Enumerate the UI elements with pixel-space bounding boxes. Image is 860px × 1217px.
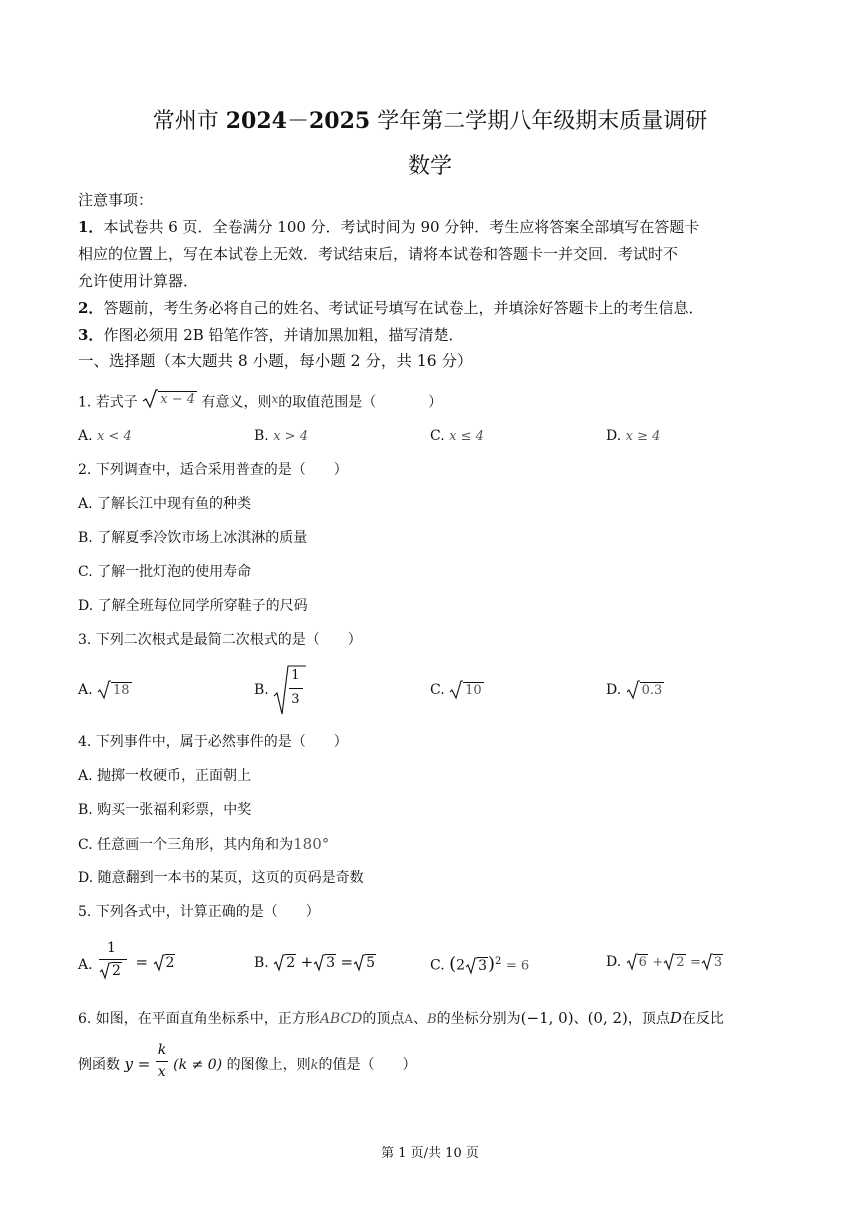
option-label: D. [606,428,622,444]
q3-option-a-radicand: 18 [113,683,130,698]
q6-text: 的图像上，则 [226,1057,311,1073]
section-1-heading: 一、选择题（本大题共 8 小题，每小题 2 分，共 16 分） [78,352,473,370]
radical-sign-icon [626,953,638,971]
q1-radicand: x − 4 [160,392,196,407]
note-1-line-3: 允许使用计算器． [78,272,199,290]
q2-option-c: C. 了解一批灯泡的使用寿命 [78,564,252,580]
radical-sign-icon [273,954,285,972]
question-6-line-2 [78,1042,416,1086]
note-1-line-2: 相应的位置上，写在本试卷上无效．考试结束后，请将本试卷和答题卡一并交回．考试时不 [78,245,679,263]
q5-option-c: C. (2 3)$^2$ = 6 [430,953,530,975]
q5-option-d-term-1: 6 [638,955,647,970]
q5-option-b-rhs: 5 [366,955,376,971]
option-label: B. [254,955,269,971]
page-footer: 第 1 页/共 10 页 [381,1146,479,1161]
note-1-line-1 [78,217,699,237]
note-2-number: 2． [78,299,104,317]
q5-option-c-exponent: 2 [495,956,502,967]
q1-radical [142,389,197,410]
title-year-start: 2024 [225,108,287,134]
option-label: C. [430,682,445,698]
q5-option-b: B. 2 + 3 = 5 [254,953,376,971]
q1-text-b: 有意义，则 [201,394,272,411]
q5-option-d-term-2: 2 [676,955,685,970]
option-label: B. [254,428,269,444]
note-1-number: 1． [78,218,104,236]
q1-option-b [254,426,308,447]
q1-var: x [271,391,279,406]
q5-option-a-denominator: 2 [112,963,121,979]
q1-option-c [430,426,484,447]
q5-option-a: A. $\frac{1}{2}$ = 2 [78,940,175,982]
title-suffix: 学年第二学期八年级期末质量调研 [370,109,708,134]
q6-point-b: B [427,1012,437,1027]
q4-option-d: D. 随意翻到一本书的某页，这页的页码是奇数 [78,870,364,886]
q3-option-c [430,680,484,701]
radical-sign-icon [142,389,158,409]
q6-point-a: A [404,1012,414,1026]
option-label: A. [78,957,93,973]
q1-option-d-value: x ≥ 4 [625,429,661,444]
q2-option-a: A. 了解长江中现有鱼的种类 [78,496,252,512]
q6-func-condition: (k ≠ 0) [173,1057,223,1073]
q6-text: 例函数 [78,1057,120,1073]
q6-text: 6. 如图，在平面直角坐标系中，正方形 [78,1011,320,1027]
q5-option-b-term-1: 2 [286,955,296,971]
q4-option-c-angle: 180° [293,835,330,853]
q4-option-c [78,834,329,855]
radical-sign-icon [449,680,463,700]
q3-option-d [606,680,664,701]
note-3-number: 3． [78,326,104,344]
q3-option-c-radicand: 10 [465,683,482,698]
q6-text: ，顶点 [627,1011,670,1027]
q5-option-a-numerator: 1 [107,940,116,956]
q1-option-c-value: x ≤ 4 [449,429,484,444]
question-6-line-1 [78,1008,724,1030]
option-label: C. [430,428,445,444]
q5-option-c-radicand: 3 [478,957,487,974]
option-label: D. [606,954,622,970]
q3-option-d-radicand: 0.3 [641,683,663,698]
notes-heading: 注意事项： [78,191,154,209]
q6-text: 在反比 [681,1011,724,1027]
q6-func-y: y = [124,1055,151,1073]
title-dash: － [286,109,309,134]
note-3-text: 作图必须用 2B 铅笔作答，并请加黑加粗，描写清楚． [103,326,464,344]
q6-coord-a: (−1, 0) [520,1009,574,1027]
q3-option-a [78,680,132,701]
q6-text: 的顶点 [362,1011,405,1027]
question-5-stem: 5. 下列各式中，计算正确的是（ ） [78,904,320,920]
radical-sign-icon [701,953,713,971]
note-2 [78,298,703,318]
q2-option-b: B. 了解夏季冷饮市场上冰淇淋的质量 [78,530,308,546]
q6-text: 、 [413,1011,428,1027]
radical-sign-icon [153,954,165,972]
q3-option-b-denominator: 3 [291,692,300,707]
radical-sign-icon [273,664,307,716]
q6-text: 的值是（ ） [318,1057,417,1073]
option-label: D. [606,682,622,698]
title-prefix: 常州市 [152,109,226,134]
q6-func-denominator: x [157,1064,166,1080]
q6-square-name: ABCD [319,1011,363,1027]
option-label: B. [254,682,269,698]
radical-sign-icon [97,680,111,700]
q4-option-a: A. 抛掷一枚硬币，正面朝上 [78,768,252,784]
q6-func-fraction [155,1042,169,1084]
q3-option-b-radical [273,664,307,716]
q1-text-d: ） [428,394,443,411]
q4-option-c-text: C. 任意画一个三角形，其内角和为 [78,837,294,853]
note-1-text: 本试卷共 6 页．全卷满分 100 分．考试时间为 90 分钟．考生应将答案全部填写在答题卡 [103,218,700,236]
q1-option-d [606,426,660,447]
q5-option-d: D. 6 + 2 = 3 [606,954,723,970]
q5-option-c-rhs: = 6 [505,958,530,974]
q1-text-c: 的取值范围是（ [278,394,377,411]
radical-sign-icon [99,962,111,980]
q5-option-c-coef: 2 [456,957,466,974]
radical-sign-icon [465,957,477,975]
question-1-stem [78,392,442,413]
q5-option-a-rhs: 2 [165,955,175,971]
question-4-stem: 4. 下列事件中，属于必然事件的是（ ） [78,734,348,750]
q4-option-b: B. 购买一张福利彩票，中奖 [78,802,252,818]
question-2-stem: 2. 下列调查中，适合采用普查的是（ ） [78,462,348,478]
radical-sign-icon [313,954,325,972]
option-label: A. [78,682,93,698]
q1-option-a [78,426,132,447]
subject-title: 数学 [407,154,452,179]
note-3 [78,325,464,345]
q1-text-a: 1. 若式子 [78,394,138,411]
page-title [0,104,860,135]
q6-func-numerator: k [157,1042,167,1058]
radical-sign-icon [353,954,365,972]
q6-k: k [310,1058,319,1073]
note-2-text: 答题前，考生务必将自己的姓名、考试证号填写在试卷上，并填涂好答题卡上的考生信息． [103,299,704,317]
radical-sign-icon [626,680,640,700]
q5-option-d-rhs: 3 [713,955,723,970]
option-label: A. [78,428,93,444]
q5-option-b-term-2: 3 [326,955,336,971]
q6-point-d: D [669,1009,682,1027]
q3-option-b-numerator: 1 [291,668,300,683]
q6-coord-b: (0, 2) [587,1009,628,1027]
question-3-stem: 3. 下列二次根式是最简二次根式的是（ ） [78,632,362,648]
option-label: C. [430,957,445,974]
title-year-end: 2025 [309,108,371,134]
q3-option-b [254,664,307,716]
q1-option-b-value: x > 4 [273,429,308,444]
q2-option-d: D. 了解全班每位同学所穿鞋子的尺码 [78,598,308,614]
q6-text: 的坐标分别为 [436,1011,521,1027]
radical-sign-icon [663,953,675,971]
q5-option-a-fraction [97,940,131,982]
q1-option-a-value: x < 4 [97,429,132,444]
q6-text: 、 [573,1011,588,1027]
